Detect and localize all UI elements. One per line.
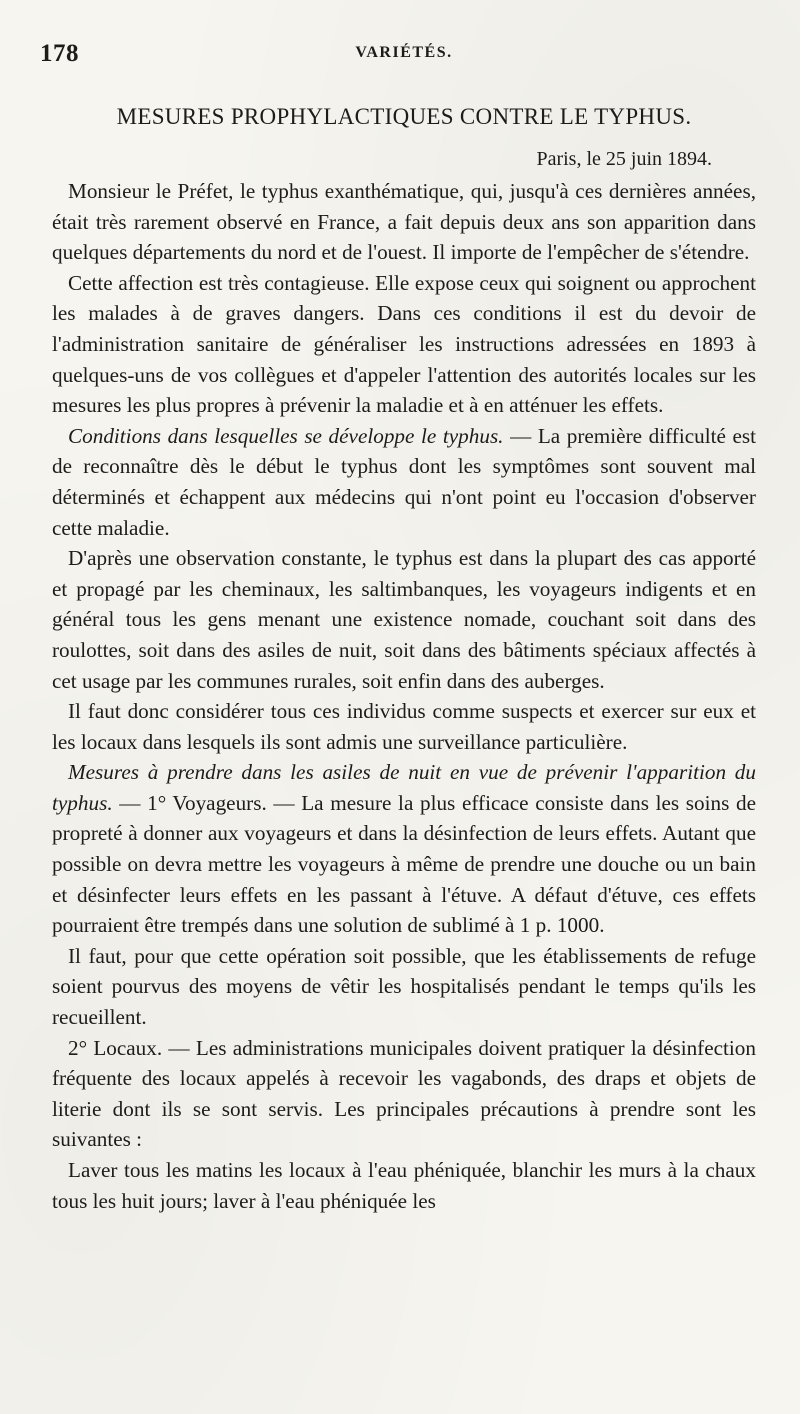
paragraph: D'après une observation constante, le typhus est dans la plupart des cas apporté et propagé par les cheminaux, les saltimbanques, les voyageurs indigents et en général tous les gens menant une existence nomade, couchant soit dans des roulottes, soit dans des asiles de nuit, soit dans des bâtiments spéciaux affectés à cet usage par les communes rurales, soit enfin dans des auberges. <box>52 546 756 693</box>
article-body <box>52 176 756 1216</box>
section-heading: Conditions dans lesquelles se développe le typhus. <box>68 423 504 448</box>
paragraph: Il faut, pour que cette opération soit possible, que les établissements de refuge soient pourvus des moyens de vêtir les hospitalisés pendant le temps qu'ils les recueillent. <box>52 943 756 1030</box>
paragraph: Laver tous les matins les locaux à l'eau phéniquée, blanchir les murs à la chaux tous les huit jours; laver à l'eau phéniquée les <box>52 1158 756 1213</box>
paragraph: Il faut donc considérer tous ces individus comme suspects et exercer sur eux et les locaux dans lesquels ils sont admis une surveillance particulière. <box>52 699 756 754</box>
paragraph: Mesures à prendre dans les asiles de nuit en vue de prévenir l'apparition du typhus. — 1° Voyageurs. — La mesure la plus efficace consiste dans les soins de propreté à donner aux voyageurs et dans la désinfection de leurs effets. Autant que possible on devra mettre les voyageurs à même de prendre une douche ou un bain et désinfecter leurs effets en les passant à l'étuve. A défaut d'étuve, ces effets pourraient être trempés dans une solution de sublimé à 1 p. 1000. <box>52 760 756 938</box>
paragraph: Monsieur le Préfet, le typhus exanthématique, qui, jusqu'à ces dernières années, était très rarement observé en France, a fait depuis deux ans son apparition dans quelques départements du nord et de l'ouest. Il importe de l'empêcher de s'étendre. <box>52 179 756 265</box>
dateline: Paris, le 25 juin 1894. <box>536 148 712 170</box>
section-heading: Mesures à prendre dans les asiles de nuit en vue de prévenir l'apparition du typhus. <box>52 760 756 815</box>
article-title: MESURES PROPHYLACTIQUES CONTRE LE TYPHUS. <box>116 104 692 129</box>
running-header <box>40 34 756 74</box>
running-title: VARIÉTÉS. <box>355 44 453 61</box>
page-number: 178 <box>40 40 79 67</box>
paragraph: Conditions dans lesquelles se développe le typhus. — La première difficulté est de reconnaître dès le début le typhus dont les symptômes sont souvent mal déterminés et échappent aux médecins qui n'ont point eu l'occasion d'observer cette maladie. <box>52 423 756 540</box>
paragraph: Cette affection est très contagieuse. Elle expose ceux qui soignent ou approchent les malades à de graves dangers. Dans ces conditions il est du devoir de l'administration sanitaire de généraliser les instructions adressées en 1893 à quelques-uns de vos collègues et d'appeler l'attention des autorités locales sur les mesures les plus propres à prévenir la maladie et à en atténuer les effets. <box>52 270 756 418</box>
paragraph: 2° Locaux. — Les administrations municipales doivent pratiquer la désinfection fréquente des locaux appelés à recevoir les vagabonds, des draps et objets de literie dont ils se sont servis. Les principales précautions à prendre sont les suivantes : <box>52 1035 756 1152</box>
